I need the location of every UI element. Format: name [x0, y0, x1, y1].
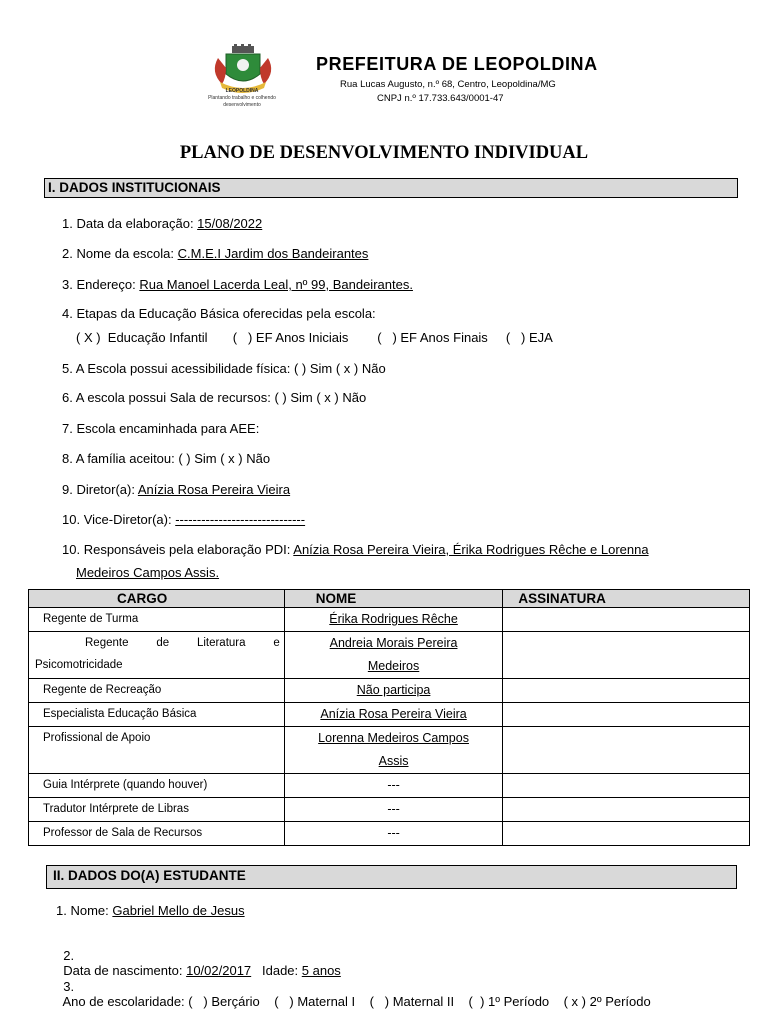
- cargo-cell: Regente de Recreação: [29, 679, 285, 703]
- item-label: Data da elaboração:: [76, 216, 198, 231]
- cargo-cell: Profissional de Apoio: [29, 727, 285, 774]
- signature-cell[interactable]: [503, 774, 750, 798]
- item-label: Responsáveis pela elaboração PDI:: [83, 542, 294, 557]
- cargo-cell: Professor de Sala de Recursos: [29, 822, 285, 846]
- item-label: Endereço:: [76, 277, 140, 292]
- list-item-resource-room: [62, 390, 366, 405]
- cargo-word: e: [273, 637, 280, 649]
- student-name: Gabriel Mello de Jesus: [112, 903, 245, 918]
- table-row: [29, 679, 750, 703]
- table-row: [29, 822, 750, 846]
- cargo-cell: Regente de Turma: [29, 608, 285, 632]
- item-label: Etapas da Educação Básica oferecidas pela escola:: [76, 306, 376, 321]
- nome-value: Assis: [378, 754, 409, 768]
- item-number: 2.: [62, 246, 73, 261]
- nome-cell: ---: [284, 798, 503, 822]
- item-number: 10.: [62, 512, 81, 527]
- school-address: Rua Manoel Lacerda Leal, nº 99, Bandeirantes.: [139, 277, 413, 292]
- crest-icon: [196, 44, 288, 94]
- logo-caption-city: LEOPOLDINA: [225, 88, 259, 94]
- age-label: Idade:: [251, 963, 302, 978]
- table-header-row: [29, 590, 750, 608]
- item-label: Diretor(a):: [76, 482, 138, 497]
- prefecture-address: Rua Lucas Augusto, n.º 68, Centro, Leopoldina/MG: [340, 79, 556, 90]
- staff-table: [28, 589, 750, 846]
- cargo-line-1: [29, 632, 284, 654]
- logo-caption-slogan-1: Plantando trabalho e colhendo: [208, 95, 276, 101]
- item-label: Nome da escola:: [76, 246, 178, 261]
- nome-cell: ---: [284, 822, 503, 846]
- table-row: [29, 632, 750, 679]
- city-crest-logo: [196, 44, 288, 114]
- nome-value: Érika Rodrigues Rêche: [329, 612, 458, 626]
- elaboration-date: 15/08/2022: [197, 216, 263, 231]
- cargo-line-2: Psicomotricidade: [35, 659, 123, 671]
- list-item-vice-director: [62, 512, 305, 527]
- item-number: 3.: [62, 277, 73, 292]
- cargo-word: de: [156, 637, 170, 649]
- cargo-word: Literatura: [196, 637, 246, 649]
- prefecture-cnpj: CNPJ n.º 17.733.643/0001-47: [377, 93, 504, 104]
- table-row: [29, 608, 750, 632]
- signature-cell[interactable]: [503, 727, 750, 774]
- item-label: A Escola possui acessibilidade física: ( ) Sim ( x ) Não: [75, 361, 386, 376]
- item-number: 5.: [62, 361, 73, 376]
- item-label: A escola possui Sala de recursos: ( ) Sim ( x ) Não: [75, 390, 367, 405]
- director-name: Anízia Rosa Pereira Vieira: [137, 482, 291, 497]
- document-title: PLANO DE DESENVOLVIMENTO INDIVIDUAL: [179, 143, 589, 163]
- cargo-cell: Guia Intérprete (quando houver): [29, 774, 285, 798]
- column-header-cargo: CARGO: [29, 590, 285, 608]
- item-label: Escola encaminhada para AEE:: [76, 421, 260, 436]
- nome-cell: [284, 679, 503, 703]
- list-item-school-year: [56, 964, 651, 1009]
- cargo-word: Regente: [85, 637, 129, 649]
- section-heading-institutional: I. DADOS INSTITUCIONAIS: [44, 178, 738, 198]
- responsibles-names-cont: Medeiros Campos Assis.: [76, 565, 220, 580]
- student-age: 5 anos: [301, 963, 341, 978]
- cargo-cell: [29, 632, 285, 679]
- list-item-director: [62, 482, 290, 497]
- list-item-student-name: [56, 903, 245, 918]
- list-item-stages: [62, 306, 376, 321]
- nome-cell: ---: [284, 774, 503, 798]
- list-item-family: [62, 451, 270, 466]
- list-item-school: [62, 246, 368, 261]
- list-item-responsibles: [62, 542, 649, 557]
- school-name: C.M.E.I Jardim dos Bandeirantes: [177, 246, 369, 261]
- table-row: [29, 727, 750, 774]
- item-label: Ano de escolaridade: ( ) Berçário ( ) Maternal I ( ) Maternal II ( ) 1º Período ( x ) 2º Período: [62, 994, 651, 1009]
- item-number: 1.: [56, 903, 67, 918]
- signature-cell[interactable]: [503, 798, 750, 822]
- vice-director-name: ------------------------------: [175, 512, 306, 527]
- section-heading-student: II. DADOS DO(A) ESTUDANTE: [46, 865, 737, 889]
- nome-value: Andreia Morais Pereira: [329, 636, 458, 650]
- nome-cell: [284, 608, 503, 632]
- signature-cell[interactable]: [503, 703, 750, 727]
- item-number: 7.: [62, 421, 73, 436]
- signature-cell[interactable]: [503, 608, 750, 632]
- table-row: [29, 798, 750, 822]
- nome-value: Medeiros: [367, 659, 420, 673]
- nome-cell: [284, 727, 503, 774]
- stage-options: ( X ) Educação Infantil ( ) EF Anos Iniciais ( ) EF Anos Finais ( ) EJA: [76, 330, 553, 345]
- table-row: [29, 774, 750, 798]
- responsibles-continuation: [76, 565, 219, 580]
- signature-cell[interactable]: [503, 822, 750, 846]
- list-item-date: [62, 216, 262, 231]
- item-label: Vice-Diretor(a):: [83, 512, 176, 527]
- nome-value: Lorenna Medeiros Campos: [318, 731, 469, 745]
- birth-date: 10/02/2017: [186, 963, 252, 978]
- nome-value: Anízia Rosa Pereira Vieira: [320, 707, 467, 721]
- list-item-aee: [62, 421, 259, 436]
- nome-cell: [284, 703, 503, 727]
- nome-cell: [284, 632, 503, 679]
- table-row: [29, 703, 750, 727]
- item-label: Nome:: [70, 903, 113, 918]
- cargo-cell: Especialista Educação Básica: [29, 703, 285, 727]
- signature-cell[interactable]: [503, 679, 750, 703]
- column-header-nome: NOME: [284, 590, 503, 608]
- item-number: 2.: [63, 948, 75, 963]
- column-header-assinatura: ASSINATURA: [503, 590, 750, 608]
- list-item-address: [62, 277, 413, 292]
- item-number: 10.: [62, 542, 81, 557]
- nome-value: Não participa: [356, 683, 431, 697]
- item-number: 4.: [62, 306, 73, 321]
- item-number: 3.: [63, 979, 75, 994]
- item-number: 8.: [62, 451, 73, 466]
- responsibles-names: Anízia Rosa Pereira Vieira, Érika Rodrigues Rêche e Lorenna: [293, 542, 649, 557]
- item-number: 6.: [62, 390, 73, 405]
- item-label: Data de nascimento:: [63, 963, 187, 978]
- list-item-accessibility: [62, 361, 386, 376]
- item-number: 1.: [62, 216, 73, 231]
- prefecture-title: PREFEITURA DE LEOPOLDINA: [316, 54, 598, 74]
- signature-cell[interactable]: [503, 632, 750, 679]
- item-label: A família aceitou: ( ) Sim ( x ) Não: [75, 451, 271, 466]
- logo-caption-slogan-2: desenvolvimento: [223, 102, 261, 108]
- item-number: 9.: [62, 482, 73, 497]
- cargo-cell: Tradutor Intérprete de Libras: [29, 798, 285, 822]
